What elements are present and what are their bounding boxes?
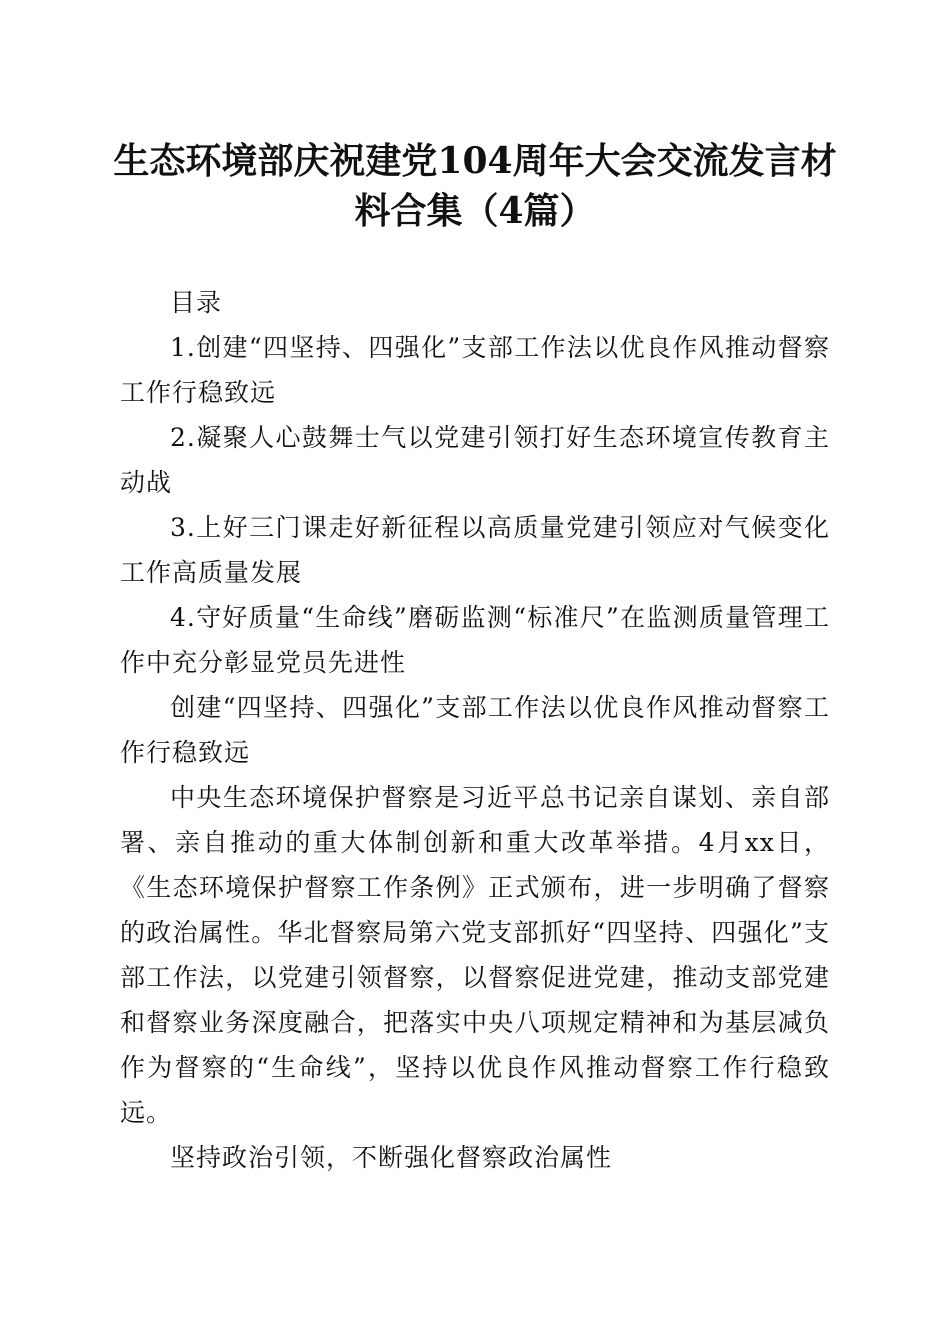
toc-item-2: 2.凝聚人心鼓舞士气以党建引领打好生态环境宣传教育主动战	[120, 423, 830, 497]
toc-item-4: 4.守好质量“生命线”磨砺监测“标准尺”在监测质量管理工作中充分彰显党员先进性	[120, 603, 830, 677]
article-title: 创建“四坚持、四强化”支部工作法以优良作风推动督察工作行稳致远	[120, 693, 830, 767]
toc-item-3: 3.上好三门课走好新征程以高质量党建引领应对气候变化工作高质量发展	[120, 513, 830, 587]
toc-item-1: 1.创建“四坚持、四强化”支部工作法以优良作风推动督察工作行稳致远	[120, 333, 830, 407]
section-heading: 坚持政治引领，不断强化督察政治属性	[170, 1143, 613, 1172]
document-title: 生态环境部庆祝建党104周年大会交流发言材料合集（4篇）	[113, 140, 837, 232]
toc-heading: 目录	[170, 288, 223, 317]
body-paragraph: 中央生态环境保护督察是习近平总书记亲自谋划、亲自部署、亲自推动的重大体制创新和重大改革举措。4月xx日，《生态环境保护督察工作条例》正式颁布，进一步明确了督察的政治属性。华北督察局第六党支部抓好“四坚持、四强化”支部工作法，以党建引领督察，以督察促进党建，推动支部党建和督察业务深度融合，把落实中央八项规定精神和为基层减负作为督察的“生命线”，坚持以优良作风推动督察工作行稳致远。	[120, 783, 830, 1127]
document-body	[120, 280, 830, 1180]
